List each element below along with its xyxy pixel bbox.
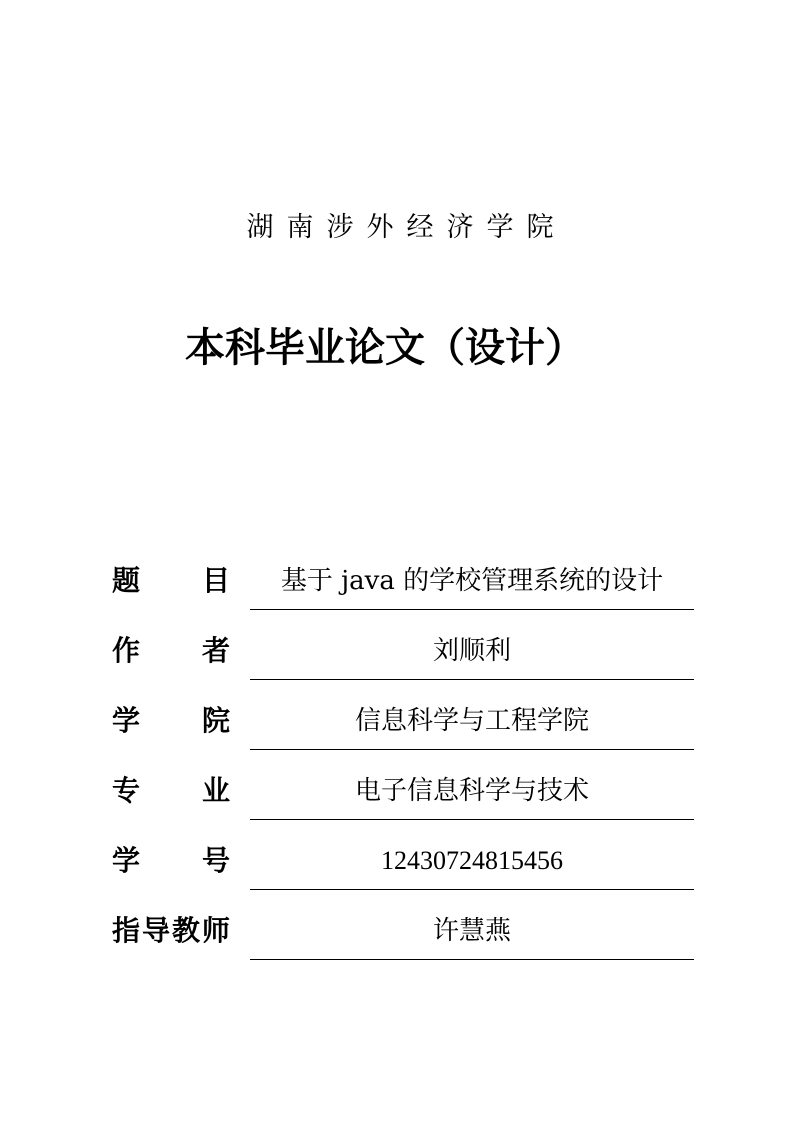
field-value-author: 刘顺利 — [250, 623, 694, 680]
field-value-college: 信息科学与工程学院 — [250, 693, 694, 750]
field-row-advisor — [112, 903, 696, 973]
field-value-title: 基于 java 的学校管理系统的设计 — [250, 553, 694, 610]
field-label-major: 专 业 — [112, 774, 230, 807]
field-row-title — [112, 553, 696, 623]
field-value-student-id: 12430724815456 — [250, 833, 694, 890]
school-name: 湖南涉外经济学院 — [246, 212, 567, 243]
field-row-major — [112, 763, 696, 833]
field-value-advisor: 许慧燕 — [250, 903, 694, 960]
field-label-author: 作 者 — [112, 634, 230, 667]
document-title: 本科毕业论文（设计） — [185, 325, 585, 371]
info-table — [112, 553, 696, 973]
field-label-student-id: 学 号 — [112, 844, 230, 877]
field-row-college — [112, 693, 696, 763]
field-label-college: 学 院 — [112, 704, 230, 737]
field-row-author — [112, 623, 696, 693]
field-row-student-id — [112, 833, 696, 903]
field-label-title: 题 目 — [112, 564, 230, 597]
field-label-advisor: 指 导 教 师 — [112, 914, 230, 947]
field-value-major: 电子信息科学与技术 — [250, 763, 694, 820]
